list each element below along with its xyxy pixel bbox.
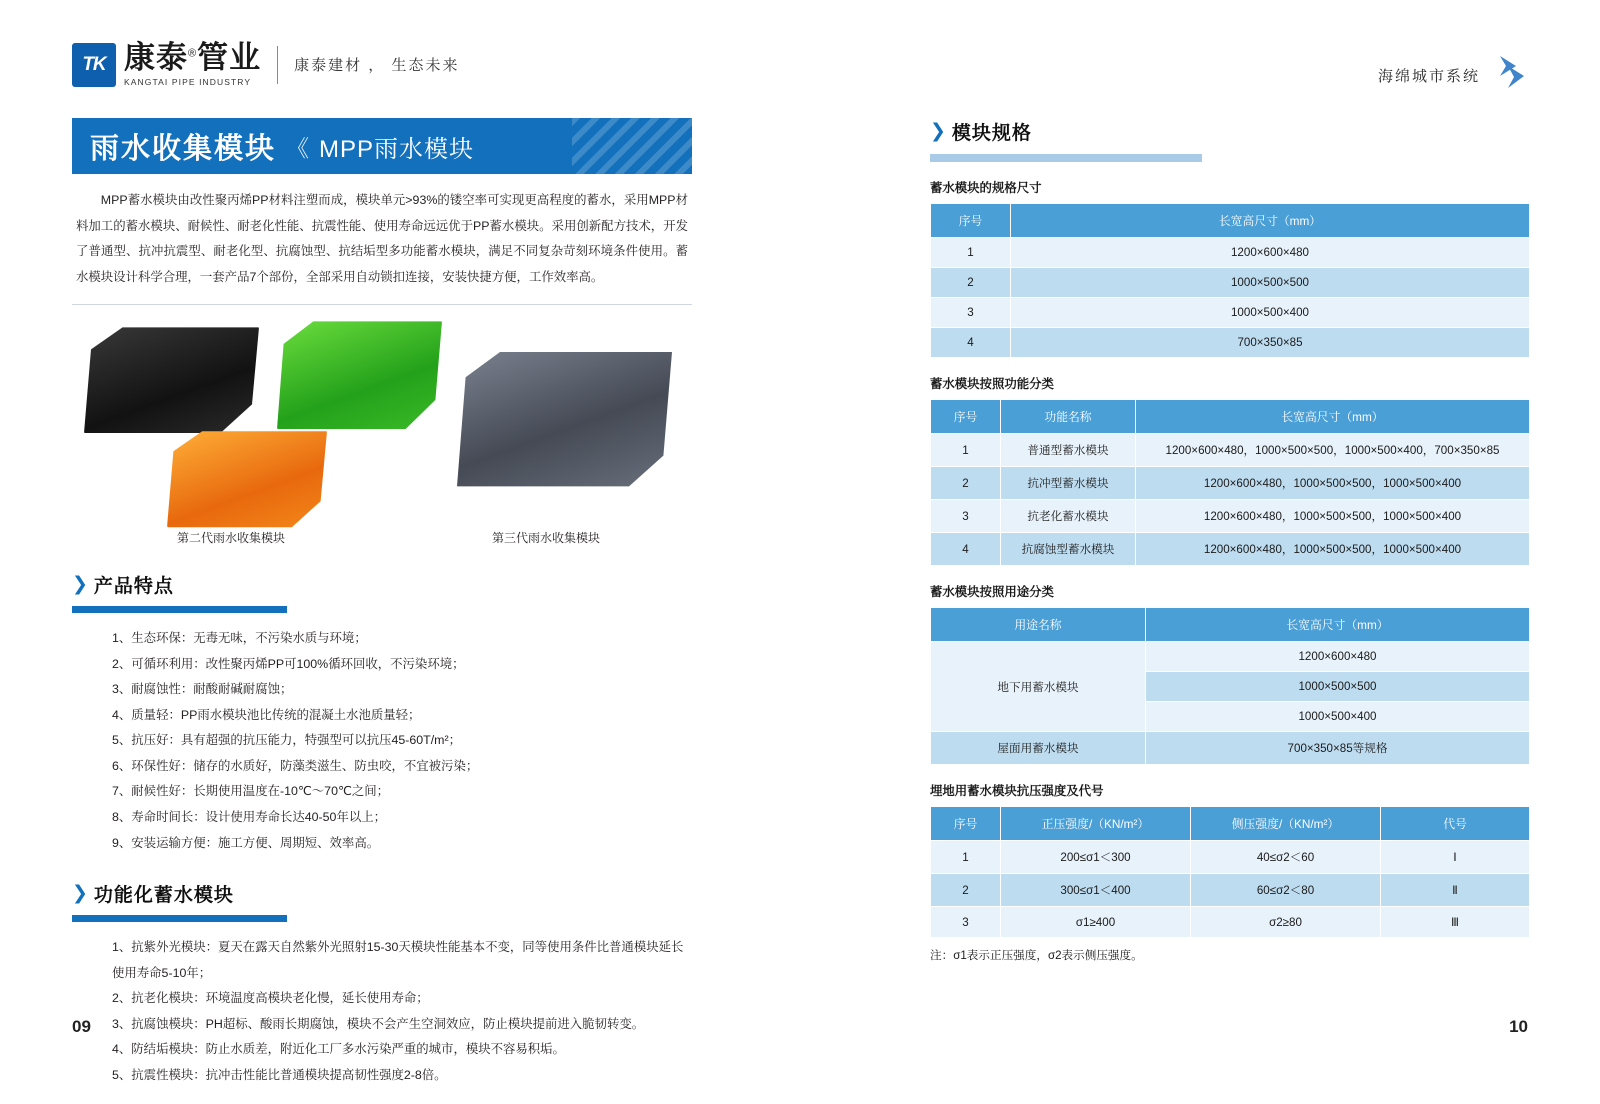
table-header-row (931, 400, 1530, 434)
table1-header-0: 序号 (931, 204, 1011, 238)
table2-label: 蓄水模块按照功能分类 (930, 377, 1054, 391)
list-item: 7、耐候性好：长期使用温度在-10℃～70℃之间； (112, 784, 390, 799)
banner-title: 雨水收集模块 (90, 132, 277, 165)
section-title-specs: 模块规格 (951, 123, 1032, 144)
section-heading-specs (930, 118, 1530, 145)
logo-registered-icon: ® (188, 47, 198, 60)
table-row (931, 533, 1530, 566)
table4-header-0: 序号 (931, 807, 1001, 841)
cell: Ⅲ (1381, 907, 1530, 938)
table2-header-1: 功能名称 (1001, 400, 1136, 434)
product-banner (72, 118, 692, 174)
table-row (931, 500, 1530, 533)
cell: 1000×500×400 (1011, 298, 1530, 328)
section-heading-features (72, 571, 692, 598)
logo-divider (277, 46, 278, 84)
list-item: 1、抗紫外光模块：夏天在露天自然紫外光照射15-30天模块性能基本不变，同等使用条件比普通模块延长使用寿命5-10年； (112, 940, 684, 980)
list-item: 5、抗震性模块：抗冲击性能比普通模块提高韧性强度2-8倍。 (112, 1067, 447, 1082)
section-rule-features (72, 606, 287, 613)
header-right (1378, 52, 1528, 98)
product-photo-black (84, 325, 259, 435)
spec-table-3 (930, 607, 1530, 765)
table4-header-3: 代号 (1381, 807, 1530, 841)
product-photo-gallery (72, 317, 692, 547)
table3-header-1: 长宽高尺寸（mm） (1146, 608, 1530, 642)
list-item: 9、安装运输方便：施工方便、周期短、效率高。 (112, 835, 380, 850)
list-item: 2、抗老化模块：环境温度高模块老化慢，延长使用寿命； (112, 991, 429, 1006)
table-header-row (931, 608, 1530, 642)
table1-header-1: 长宽高尺寸（mm） (1011, 204, 1530, 238)
list-item: 8、寿命时间长：设计使用寿命长达40-50年以上； (112, 810, 387, 825)
list-item: 4、质量轻：PP雨水模块池比传统的混凝土水池质量轻； (112, 707, 421, 722)
cell: Ⅱ (1381, 874, 1530, 907)
brand-logo (72, 42, 459, 87)
table3-label: 蓄水模块按照用途分类 (930, 585, 1054, 599)
cell: 1200×600×480 (1011, 238, 1530, 268)
cell: 1200×600×480，1000×500×500，1000×500×400 (1136, 533, 1530, 566)
feature-list (72, 626, 692, 856)
product-photo-green (277, 319, 442, 431)
table1-label: 蓄水模块的规格尺寸 (930, 181, 1042, 195)
left-column (72, 118, 692, 1104)
page-number-left: 09 (72, 1017, 91, 1036)
cell: 2 (931, 874, 1001, 907)
table4-header-2: 侧压强度/（KN/m²） (1191, 807, 1381, 841)
logo-text (124, 42, 261, 87)
brand-slogan: 康泰建材 ， 生态未来 (294, 57, 460, 74)
section-chevron-icon: ❯ (72, 574, 88, 596)
cell: 3 (931, 907, 1001, 938)
cell: 1200×600×480，1000×500×500，1000×500×400 (1136, 467, 1530, 500)
spec-table-1 (930, 203, 1530, 358)
cell: 1200×600×480 (1146, 642, 1530, 672)
list-item: 2、可循环利用：改性聚丙烯PP可100%循环回收，不污染环境； (112, 656, 465, 671)
table2-header-0: 序号 (931, 400, 1001, 434)
table-row (931, 732, 1530, 765)
banner-subtitle: MPP雨水模块 (319, 135, 475, 163)
table2-header-2: 长宽高尺寸（mm） (1136, 400, 1530, 434)
logo-mark-icon: TK (72, 43, 116, 87)
cell: 200≤σ1＜300 (1001, 841, 1191, 874)
logo-cn-part1: 康泰 (124, 40, 188, 75)
section-title-features: 产品特点 (93, 576, 174, 598)
product-photo-orange (167, 429, 327, 529)
table-row (931, 328, 1530, 358)
cell: 抗老化蓄水模块 (1001, 500, 1136, 533)
photo-caption-1: 第二代雨水收集模块 (177, 531, 286, 546)
cell: 4 (931, 533, 1001, 566)
section-title-functions: 功能化蓄水模块 (93, 885, 234, 907)
table-row (931, 907, 1530, 938)
list-item: 1、生态环保：无毒无味，不污染水质与环境； (112, 631, 367, 646)
table-row (931, 642, 1530, 672)
list-item: 6、环保性好：储存的水质好，防藻类滋生、防虫咬，不宜被污染； (112, 758, 479, 773)
cell: 1 (931, 238, 1011, 268)
table-row (931, 298, 1530, 328)
logo-chinese-name (124, 42, 261, 73)
cell: 700×350×85等规格 (1146, 732, 1530, 765)
table3-group2-name: 屋面用蓄水模块 (931, 732, 1146, 765)
table-header-row (931, 204, 1530, 238)
spec-table-4 (930, 806, 1530, 938)
cell: 3 (931, 298, 1011, 328)
cell: 1000×500×500 (1011, 268, 1530, 298)
table3-header-0: 用途名称 (931, 608, 1146, 642)
list-item: 3、抗腐蚀模块：PH超标、酸雨长期腐蚀，模块不会产生空洞效应，防止模块提前进入脆韧转变。 (112, 1016, 645, 1031)
product-intro-text: MPP蓄水模块由改性聚丙烯PP材料注塑而成，模块单元>93%的镂空率可实现更高程度的蓄水，采用MPP材料加工的蓄水模块、耐候性、耐老化性能、抗震性能、使用寿命远远优于PP蓄水模块。采用创新配方技术，开发了普通型、抗冲抗震型、耐老化型、抗腐蚀型、抗结垢型多功能蓄水模块，满足不同复杂苛刻环境条件使用。蓄水模块设计科学合理，一套产品7个部份，全部采用自动锁扣连接，安装快捷方便，工作效率高。 (76, 193, 688, 284)
product-photo-grey (457, 349, 672, 489)
table4-header-1: 正压强度/（KN/m²） (1001, 807, 1191, 841)
section-heading-functions (72, 880, 692, 907)
cell: 3 (931, 500, 1001, 533)
table-row (931, 467, 1530, 500)
banner-chevron-icon: 《 (286, 134, 310, 161)
cell: 4 (931, 328, 1011, 358)
table-row (931, 268, 1530, 298)
cell: 普通型蓄水模块 (1001, 434, 1136, 467)
table-row (931, 434, 1530, 467)
function-list (72, 935, 692, 1088)
double-chevron-icon (1494, 52, 1528, 98)
cell: 1200×600×480，1000×500×500，1000×500×400 (1136, 500, 1530, 533)
cell: 60≤σ2＜80 (1191, 874, 1381, 907)
cell: 2 (931, 268, 1011, 298)
cell: 1 (931, 434, 1001, 467)
logo-cn-part2: 管业 (197, 40, 262, 75)
cell: 40≤σ2＜60 (1191, 841, 1381, 874)
table-row (931, 874, 1530, 907)
cell: σ1≥400 (1001, 907, 1191, 938)
right-column (930, 118, 1530, 963)
list-item: 5、抗压好：具有超强的抗压能力，特强型可以抗压45-60T/m²； (112, 733, 462, 748)
table-header-row (931, 807, 1530, 841)
cell: 300≤σ1＜400 (1001, 874, 1191, 907)
cell: 抗腐蚀型蓄水模块 (1001, 533, 1136, 566)
table-row (931, 841, 1530, 874)
page-header (0, 38, 1600, 100)
product-intro (72, 188, 692, 305)
section-chevron-icon: ❯ (72, 883, 88, 905)
cell: σ2≥80 (1191, 907, 1381, 938)
cell: 700×350×85 (1011, 328, 1530, 358)
table4-label: 埋地用蓄水模块抗压强度及代号 (930, 784, 1104, 798)
cell: 1200×600×480，1000×500×500，1000×500×400，700×350×85 (1136, 434, 1530, 467)
logo-english-name: KANGTAI PIPE INDUSTRY (124, 77, 252, 87)
section-chevron-icon: ❯ (930, 121, 946, 142)
cell: 2 (931, 467, 1001, 500)
page-number-right: 10 (1509, 1017, 1528, 1036)
spec-table-2 (930, 399, 1530, 566)
banner-pattern-icon (572, 118, 692, 174)
cell: 1000×500×500 (1146, 672, 1530, 702)
section-rule-specs (930, 154, 1202, 162)
table-row (931, 238, 1530, 268)
header-section-title: 海绵城市系统 (1377, 67, 1480, 85)
cell: 抗冲型蓄水模块 (1001, 467, 1136, 500)
double-chevron-svg (1494, 52, 1528, 92)
table4-note: 注：σ1表示正压强度，σ2表示侧压强度。 (930, 949, 1143, 962)
table3-group1-name: 地下用蓄水模块 (931, 642, 1146, 732)
list-item: 3、耐腐蚀性：耐酸耐碱耐腐蚀； (112, 682, 293, 697)
section-rule-functions (72, 915, 287, 922)
cell: 1000×500×400 (1146, 702, 1530, 732)
photo-caption-2: 第三代雨水收集模块 (492, 531, 601, 546)
cell: Ⅰ (1381, 841, 1530, 874)
cell: 1 (931, 841, 1001, 874)
list-item: 4、防结垢模块：防止水质差，附近化工厂多水污染严重的城市，模块不容易积垢。 (112, 1042, 565, 1057)
